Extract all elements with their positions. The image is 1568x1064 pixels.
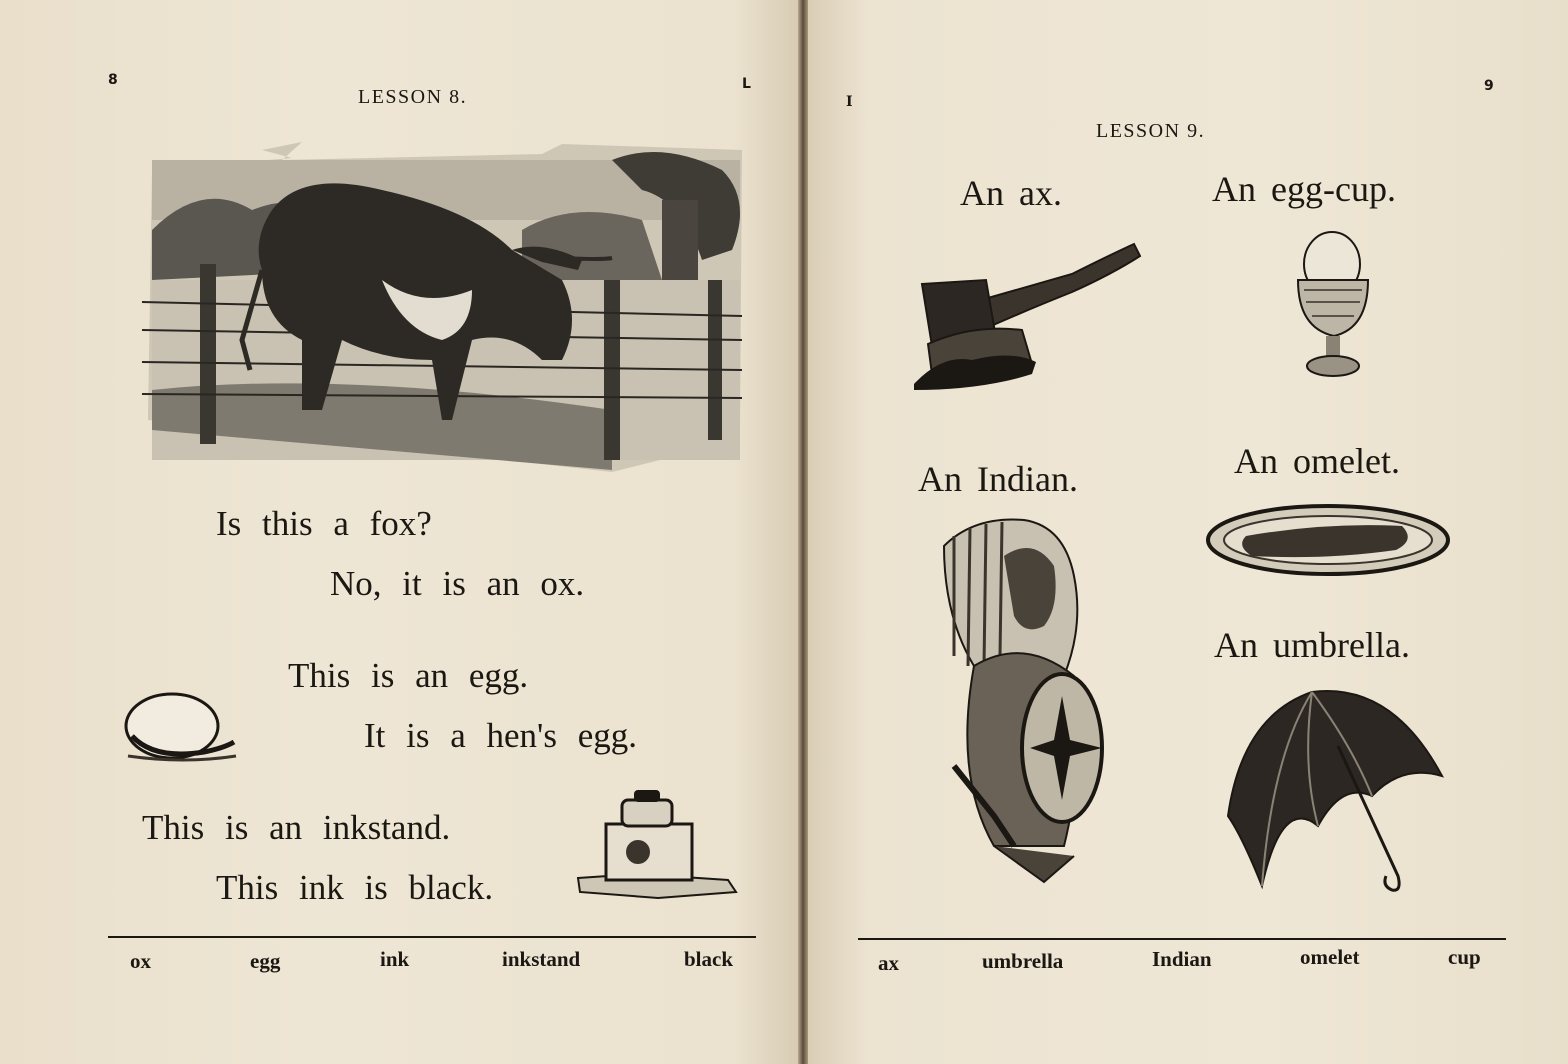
- reader-line-3: This is an egg.: [288, 656, 529, 695]
- vocab-word: black: [684, 947, 734, 971]
- caption-ax: An ax.: [960, 173, 1062, 213]
- reader-line-2: No, it is an ox.: [330, 564, 585, 603]
- caption-omelet: An omelet.: [1234, 441, 1400, 481]
- book-gutter: [798, 0, 808, 1064]
- lesson-title: LESSON 9.: [1096, 120, 1206, 142]
- caption-umbrella: An umbrella.: [1214, 625, 1410, 665]
- vocab-word: ax: [878, 951, 899, 975]
- vocab-word: inkstand: [502, 947, 581, 971]
- vocab-word: omelet: [1300, 945, 1360, 969]
- egg-cup-illustration: [1284, 232, 1384, 380]
- page-number: 9: [1484, 78, 1494, 94]
- reader-line-4: It is a hen's egg.: [364, 716, 638, 755]
- ax-illustration: [912, 234, 1144, 390]
- omelet-illustration: [1206, 500, 1452, 578]
- right-page: [808, 0, 1568, 1064]
- divider-rule: [858, 938, 1506, 940]
- umbrella-illustration: [1222, 686, 1448, 896]
- lesson-title: LESSON 8.: [358, 86, 468, 108]
- indian-illustration: [934, 516, 1114, 884]
- caption-egg-cup: An egg-cup.: [1212, 169, 1396, 209]
- vocab-word: cup: [1448, 945, 1481, 969]
- reader-line-1: Is this a fox?: [216, 504, 432, 543]
- reader-line-5: This is an inkstand.: [142, 808, 451, 847]
- corner-mark: I: [846, 94, 853, 110]
- vocab-word: ink: [380, 947, 410, 971]
- egg-illustration: [124, 686, 238, 766]
- vocab-word: ox: [130, 949, 151, 973]
- caption-indian: An Indian.: [918, 459, 1078, 499]
- vocab-word: umbrella: [982, 949, 1064, 973]
- inkstand-illustration: [578, 788, 738, 900]
- page-number: 8: [108, 72, 118, 88]
- divider-rule: [108, 936, 756, 938]
- corner-mark: L: [742, 76, 751, 92]
- vocab-word: Indian: [1152, 947, 1212, 971]
- reader-line-6: This ink is black.: [216, 868, 494, 907]
- vocab-word: egg: [250, 949, 281, 973]
- ox-illustration: [142, 140, 748, 476]
